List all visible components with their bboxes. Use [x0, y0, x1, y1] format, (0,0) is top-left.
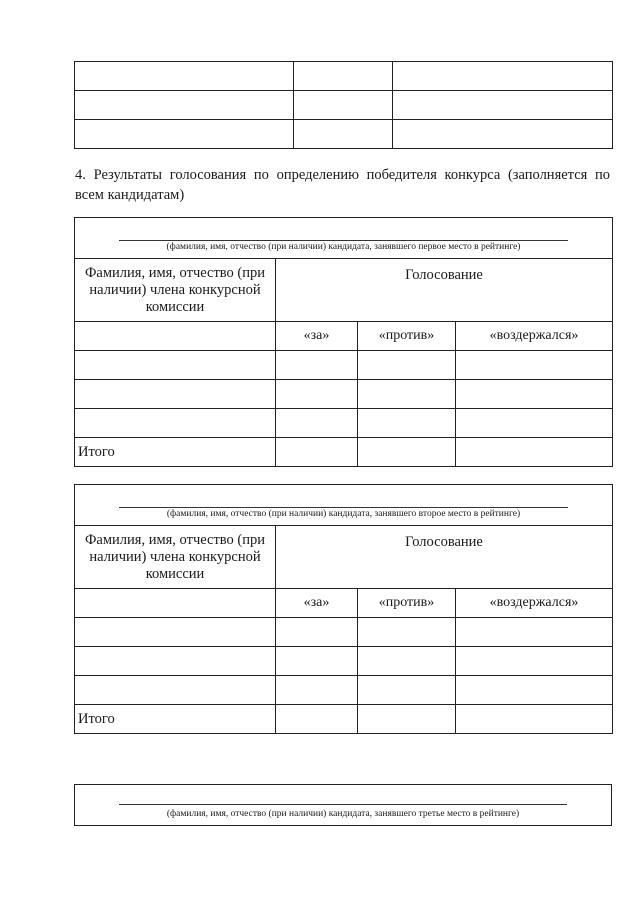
candidate-name-field-third[interactable]: [74, 784, 612, 826]
signature-line: [119, 804, 567, 805]
voting-column-header: Голосование: [276, 526, 613, 589]
vote-cell[interactable]: [276, 676, 358, 705]
vote-cell[interactable]: [456, 409, 613, 438]
total-cell[interactable]: [358, 705, 456, 734]
table-row: [75, 647, 613, 676]
vote-cell[interactable]: [358, 676, 456, 705]
member-column-header: Фамилия, имя, отчество (при наличии) члена конкурсной комиссии: [75, 526, 276, 589]
voting-table-first-place: [74, 217, 613, 467]
total-label: Итого: [75, 438, 276, 467]
option-for: «за»: [276, 322, 358, 351]
vote-cell[interactable]: [276, 351, 358, 380]
table-cell[interactable]: [393, 120, 613, 149]
vote-cell[interactable]: [456, 351, 613, 380]
member-cell[interactable]: [75, 676, 276, 705]
candidate-name-field[interactable]: [75, 218, 613, 259]
table-row: [75, 676, 613, 705]
table-row: [75, 380, 613, 409]
option-against: «против»: [358, 322, 456, 351]
signature-line: [119, 507, 568, 508]
table-row: [75, 409, 613, 438]
table-row: [75, 120, 613, 149]
table-row: [75, 62, 613, 91]
option-abstain: «воздержался»: [456, 589, 613, 618]
vote-cell[interactable]: [276, 618, 358, 647]
table-cell[interactable]: [294, 91, 393, 120]
section-heading: 4. Результаты голосования по определению победителя конкурса (заполняется по всем кандидатам): [75, 167, 610, 203]
total-row: [75, 438, 613, 467]
total-label: Итого: [75, 705, 276, 734]
voting-column-header: Голосование: [276, 259, 613, 322]
table-cell[interactable]: [294, 62, 393, 91]
table-cell[interactable]: [393, 62, 613, 91]
member-cell[interactable]: [75, 351, 276, 380]
member-cell[interactable]: [75, 380, 276, 409]
table-cell[interactable]: [393, 91, 613, 120]
vote-cell[interactable]: [276, 409, 358, 438]
vote-cell[interactable]: [358, 618, 456, 647]
total-row: [75, 705, 613, 734]
vote-cell[interactable]: [276, 380, 358, 409]
total-cell[interactable]: [456, 438, 613, 467]
table-cell[interactable]: [75, 91, 294, 120]
table-cell[interactable]: [75, 62, 294, 91]
candidate-caption: (фамилия, имя, отчество (при наличии) кандидата, занявшего второе место в рейтинге): [166, 509, 521, 519]
option-abstain: «воздержался»: [456, 322, 613, 351]
vote-cell[interactable]: [358, 351, 456, 380]
member-cell[interactable]: [75, 618, 276, 647]
table-cell[interactable]: [294, 120, 393, 149]
option-for: «за»: [276, 589, 358, 618]
voting-table-second-place: [74, 484, 613, 734]
table-cell[interactable]: [75, 589, 276, 618]
vote-cell[interactable]: [456, 647, 613, 676]
table-cell[interactable]: [75, 120, 294, 149]
vote-cell[interactable]: [358, 647, 456, 676]
vote-cell[interactable]: [358, 409, 456, 438]
vote-cell[interactable]: [456, 380, 613, 409]
vote-cell[interactable]: [456, 676, 613, 705]
table-row: [75, 91, 613, 120]
member-cell[interactable]: [75, 647, 276, 676]
table-row: [75, 618, 613, 647]
table-cell[interactable]: [75, 322, 276, 351]
table-row: [75, 351, 613, 380]
member-column-header: Фамилия, имя, отчество (при наличии) члена конкурсной комиссии: [75, 259, 276, 322]
total-cell[interactable]: [358, 438, 456, 467]
previous-table: [74, 61, 613, 149]
vote-cell[interactable]: [276, 647, 358, 676]
candidate-name-field[interactable]: [75, 485, 613, 526]
option-against: «против»: [358, 589, 456, 618]
total-cell[interactable]: [276, 705, 358, 734]
vote-cell[interactable]: [456, 618, 613, 647]
total-cell[interactable]: [276, 438, 358, 467]
total-cell[interactable]: [456, 705, 613, 734]
member-cell[interactable]: [75, 409, 276, 438]
candidate-caption: (фамилия, имя, отчество (при наличии) кандидата, занявшего третье место в рейтинге): [166, 809, 520, 819]
signature-line: [119, 240, 568, 241]
candidate-caption: (фамилия, имя, отчество (при наличии) кандидата, занявшего первое место в рейтинге): [166, 242, 521, 252]
vote-cell[interactable]: [358, 380, 456, 409]
